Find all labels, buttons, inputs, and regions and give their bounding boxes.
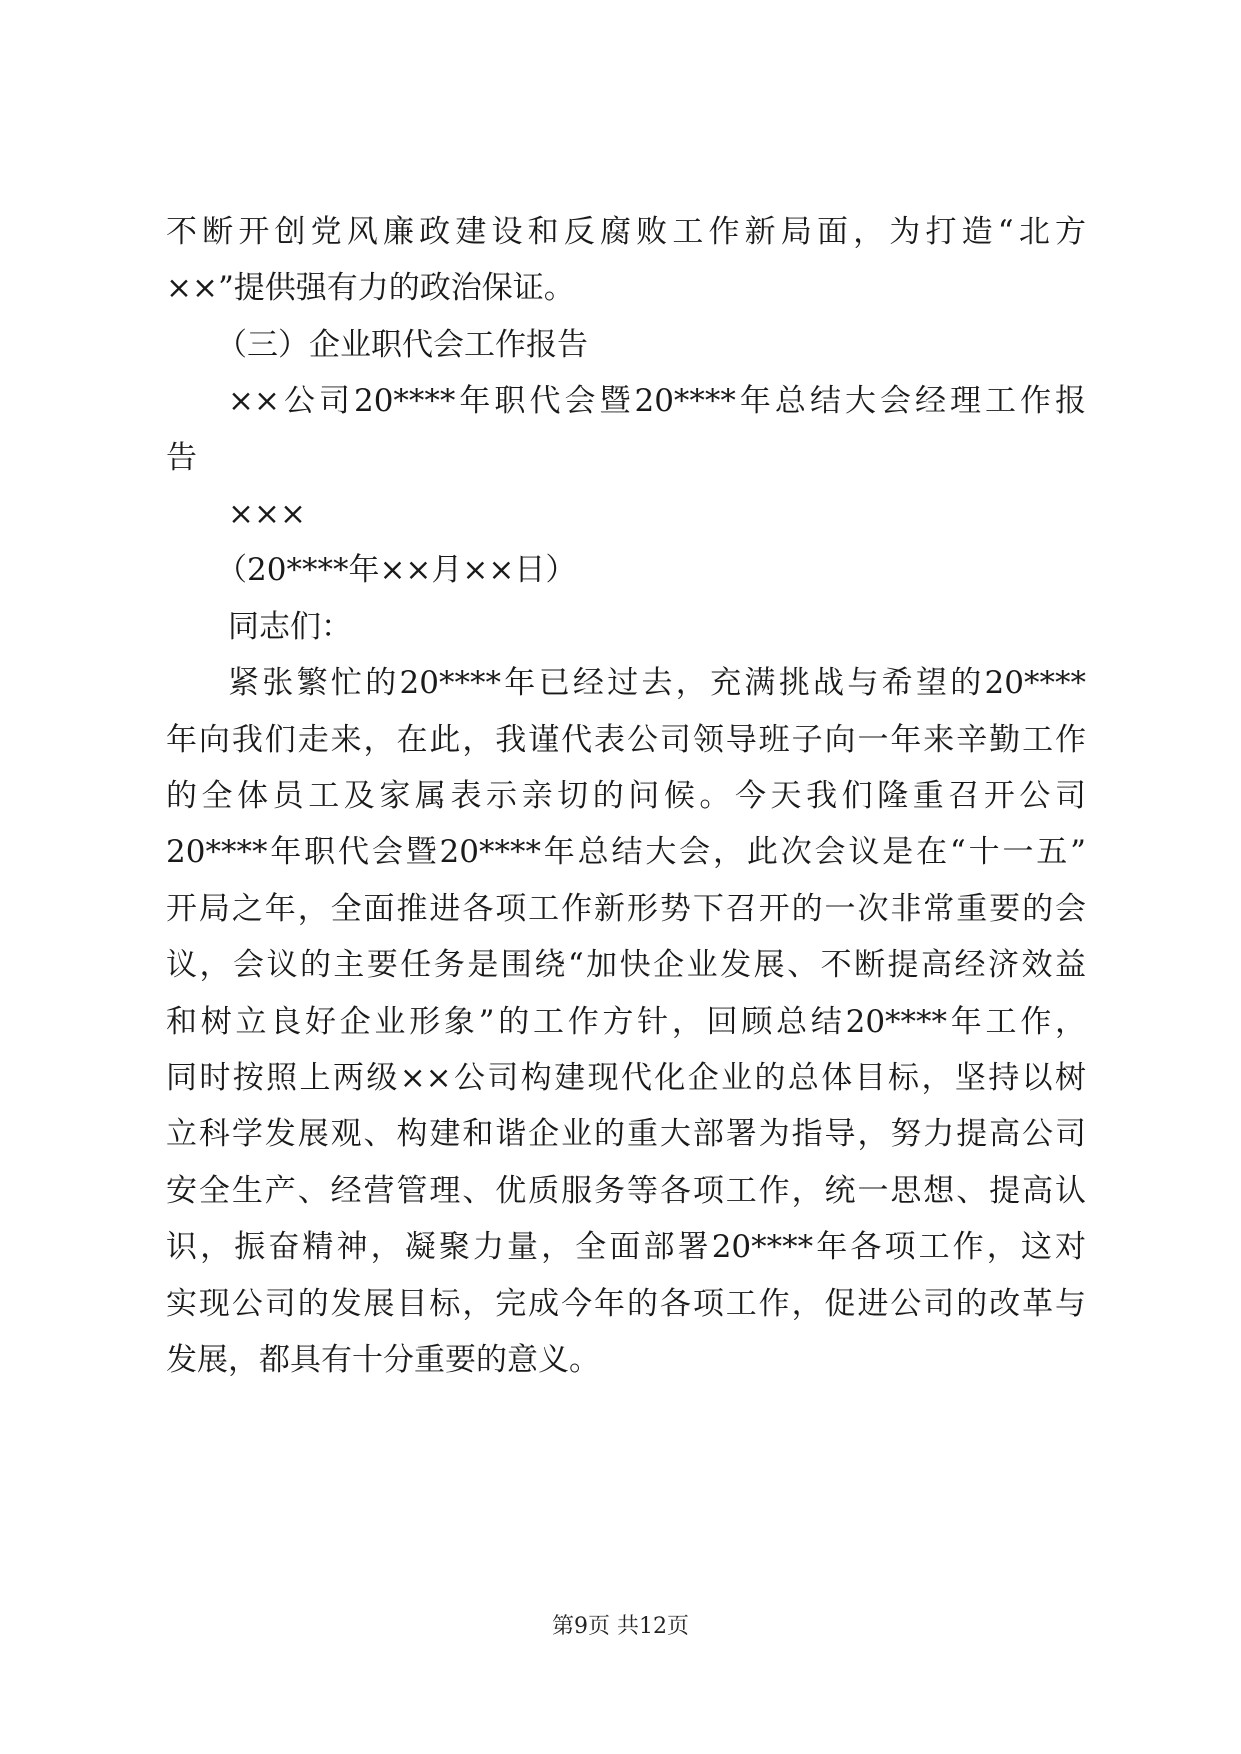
text-line: （20****年××月××日） [216,552,577,588]
text-line: ××公司20****年职代会暨20****年总结大会经理工作报 [228,383,1086,419]
text-line: 同时按照上两级××公司构建现代化企业的总体目标，坚持以树 [166,1060,1086,1096]
text-line: ××”提供强有力的政治保证。 [166,270,575,306]
text-line: ××× [228,496,306,532]
text-line: 年向我们走来，在此，我谨代表公司领导班子向一年来辛勤工作 [166,722,1086,758]
text-line: 紧张繁忙的20****年已经过去，充满挑战与希望的20**** [228,665,1086,701]
text-line: 和树立良好企业形象”的工作方针，回顾总结20****年工作， [166,1004,1086,1040]
text-line: （三）企业职代会工作报告 [216,327,588,363]
page-footer: 第9页 共12页 [552,1614,689,1639]
text-line: 立科学发展观、构建和谐企业的重大部署为指导，努力提高公司 [166,1116,1086,1152]
text-line: 不断开创党风廉政建设和反腐败工作新局面，为打造“北方 [166,214,1086,250]
text-line: 开局之年，全面推进各项工作新形势下召开的一次非常重要的会 [166,891,1086,927]
text-line: 20****年职代会暨20****年总结大会，此次会议是在“十一五” [166,834,1086,870]
text-line: 同志们： [228,609,352,645]
text-line: 识，振奋精神，凝聚力量，全面部署20****年各项工作，这对 [166,1229,1086,1265]
text-line: 实现公司的发展目标，完成今年的各项工作，促进公司的改革与 [166,1286,1086,1322]
text-line: 发展，都具有十分重要的意义。 [166,1342,600,1378]
text-line: 议，会议的主要任务是围绕“加快企业发展、不断提高经济效益 [166,947,1086,983]
text-line: 告 [166,440,197,476]
text-line: 安全生产、经营管理、优质服务等各项工作，统一思想、提高认 [166,1173,1086,1209]
text-line: 的全体员工及家属表示亲切的问候。今天我们隆重召开公司 [166,778,1086,814]
